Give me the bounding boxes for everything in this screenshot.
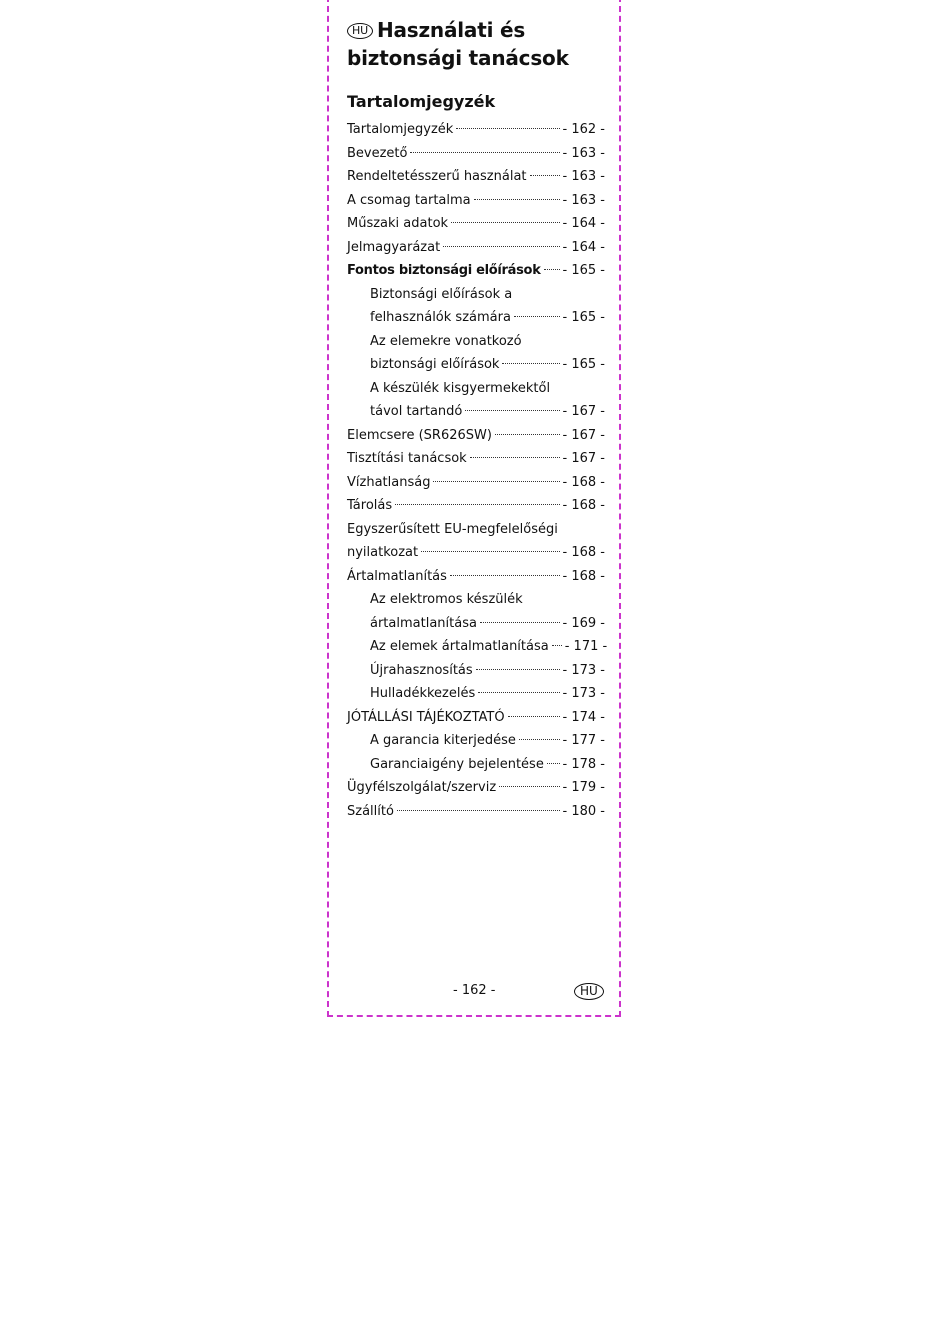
toc-entry-label: A csomag tartalma: [347, 192, 471, 208]
toc-entry-label: Garanciaigény bejelentése: [370, 756, 544, 772]
dot-leader: [476, 669, 560, 670]
toc-entry-label: Bevezető: [347, 145, 408, 161]
dot-leader: [544, 269, 560, 270]
toc-item: [347, 330, 605, 377]
dot-leader: [465, 410, 559, 411]
toc-entry-row: [347, 494, 605, 518]
toc-item: [347, 424, 605, 448]
footer-language-badge: HU: [574, 983, 604, 1000]
toc-item-label-line1: Biztonsági előírások a: [370, 286, 513, 302]
toc-item: [347, 165, 605, 189]
dot-leader: [508, 716, 560, 717]
toc-entry-row: [347, 659, 605, 683]
page-title-text: Használati és biztonsági tanácsok: [347, 18, 569, 70]
toc-entry-page: - 180 -: [562, 803, 605, 819]
dot-leader: [499, 786, 559, 787]
table-of-contents: [347, 118, 608, 823]
toc-entry-row: [347, 776, 605, 800]
toc-entry-row: [347, 635, 608, 659]
toc-item: [347, 447, 605, 471]
toc-entry-page: - 163 -: [562, 145, 605, 161]
toc-entry-page: - 178 -: [562, 756, 605, 772]
toc-entry-row: [347, 189, 605, 213]
toc-entry-row: [347, 565, 605, 589]
page-footer: [329, 983, 623, 1003]
dot-leader: [474, 199, 560, 200]
toc-entry-label: nyilatkozat: [347, 545, 419, 560]
toc-item: [347, 635, 608, 659]
toc-item: [347, 518, 605, 565]
dot-leader: [502, 363, 559, 364]
toc-entry-page: - 168 -: [562, 498, 605, 513]
toc-entry-row: [347, 682, 605, 706]
toc-entry-page: - 165 -: [562, 263, 605, 278]
dot-leader: [433, 481, 559, 482]
toc-entry-label: Ügyfélszolgálat/szerviz: [347, 780, 497, 795]
toc-entry-page: - 164 -: [562, 239, 605, 255]
document-page: [327, 0, 621, 1017]
toc-entry-page: - 171 -: [564, 639, 608, 654]
toc-item: [347, 259, 605, 283]
dot-leader: [397, 810, 560, 811]
toc-heading: Tartalomjegyzék: [347, 92, 496, 111]
toc-entry-page: - 168 -: [562, 568, 605, 584]
toc-entry-row: [347, 212, 605, 236]
toc-entry-row: [347, 400, 605, 424]
toc-item: [347, 565, 605, 589]
toc-entry-page: - 179 -: [562, 780, 605, 795]
toc-entry-page: - 168 -: [562, 545, 605, 560]
dot-leader: [456, 128, 559, 129]
dot-leader: [450, 575, 560, 576]
toc-entry-label: A garancia kiterjedése: [370, 733, 516, 748]
toc-item: [347, 236, 605, 260]
toc-entry-row: [347, 541, 605, 565]
toc-entry-page: - 163 -: [562, 192, 605, 208]
toc-entry-label: Tartalomjegyzék: [347, 122, 454, 137]
toc-entry-label: Az elemek ártalmatlanítása: [370, 639, 549, 654]
dot-leader: [451, 222, 559, 223]
toc-entry-row: [347, 729, 605, 753]
toc-entry-row: [347, 118, 605, 142]
toc-entry-row: [347, 800, 605, 824]
toc-item-label-line1: Egyszerűsített EU-megfelelőségi: [347, 521, 558, 537]
toc-item: [347, 800, 605, 824]
toc-entry-page: - 162 -: [562, 122, 605, 137]
toc-entry-label: távol tartandó: [370, 404, 463, 419]
dot-leader: [443, 246, 559, 247]
toc-entry-label: Szállító: [347, 803, 394, 819]
toc-item: [347, 471, 605, 495]
toc-entry-page: - 165 -: [562, 357, 605, 372]
language-badge: HU: [347, 23, 373, 39]
toc-item: [347, 212, 605, 236]
toc-entry-row: [347, 236, 605, 260]
toc-entry-label: Műszaki adatok: [347, 216, 449, 231]
toc-item: [347, 142, 605, 166]
toc-entry-label: biztonsági előírások: [370, 357, 500, 372]
toc-item: [347, 729, 605, 753]
dot-leader: [410, 152, 559, 153]
toc-entry-label: JÓTÁLLÁSI TÁJÉKOZTATÓ: [347, 709, 505, 725]
toc-entry-page: - 167 -: [562, 451, 605, 466]
toc-entry-label: Rendeltetésszerű használat: [347, 169, 527, 184]
toc-entry-row: [347, 306, 605, 330]
toc-entry-label: Tisztítási tanácsok: [347, 451, 467, 466]
toc-entry-row: [347, 612, 605, 636]
dot-leader: [552, 645, 562, 646]
toc-entry-page: - 168 -: [562, 474, 605, 490]
dot-leader: [480, 622, 560, 623]
toc-item: [347, 283, 605, 330]
toc-item-label-line1: Az elektromos készülék: [370, 592, 523, 607]
dot-leader: [547, 763, 560, 764]
dot-leader: [478, 692, 559, 693]
toc-entry-label: felhasználók számára: [370, 310, 511, 325]
toc-item-label-line1: A készülék kisgyermekektől: [370, 380, 551, 396]
toc-item: [347, 776, 605, 800]
toc-item: [347, 118, 605, 142]
toc-entry-row: [347, 142, 605, 166]
toc-entry-row: [347, 259, 605, 283]
toc-entry-page: - 164 -: [562, 216, 605, 231]
toc-item: [347, 659, 605, 683]
toc-entry-page: - 174 -: [562, 709, 605, 725]
toc-entry-row: [347, 753, 605, 777]
toc-entry-page: - 165 -: [562, 310, 605, 325]
toc-entry-row: [347, 447, 605, 471]
dot-leader: [470, 457, 560, 458]
toc-entry-label: Vízhatlanság: [347, 474, 431, 490]
toc-item: [347, 706, 605, 730]
dot-leader: [514, 316, 560, 317]
dot-leader: [395, 504, 559, 505]
toc-entry-page: - 177 -: [562, 733, 605, 748]
toc-entry-label: Újrahasznosítás: [370, 662, 473, 678]
toc-item: [347, 494, 605, 518]
page-title: [347, 16, 605, 72]
toc-entry-label: Hulladékkezelés: [370, 686, 476, 701]
toc-entry-row: [347, 165, 605, 189]
toc-entry-page: - 167 -: [562, 404, 605, 419]
toc-entry-page: - 163 -: [562, 169, 605, 184]
toc-item-label-line1: Az elemekre vonatkozó: [370, 333, 522, 349]
toc-entry-row: [347, 471, 605, 495]
toc-item: [347, 682, 605, 706]
toc-entry-row: [347, 706, 605, 730]
dot-leader: [519, 739, 560, 740]
toc-entry-row: [347, 353, 605, 377]
toc-entry-label: Elemcsere (SR626SW): [347, 427, 492, 443]
footer-page-number: - 162 -: [453, 983, 496, 998]
toc-entry-label: Tárolás: [347, 498, 393, 513]
toc-item: [347, 588, 605, 635]
toc-item: [347, 377, 605, 424]
toc-entry-page: - 173 -: [562, 686, 605, 701]
toc-entry-label: Jelmagyarázat: [347, 239, 441, 255]
toc-entry-page: - 167 -: [562, 427, 605, 443]
toc-entry-row: [347, 424, 605, 448]
toc-item: [347, 753, 605, 777]
toc-entry-label: Fontos biztonsági előírások: [347, 263, 541, 278]
toc-entry-page: - 173 -: [562, 662, 605, 678]
dot-leader: [495, 434, 560, 435]
dot-leader: [530, 175, 560, 176]
dot-leader: [421, 551, 559, 552]
toc-item: [347, 189, 605, 213]
page-content: [347, 16, 608, 823]
toc-entry-label: Ártalmatlanítás: [347, 568, 447, 584]
toc-entry-label: ártalmatlanítása: [370, 615, 477, 631]
toc-entry-page: - 169 -: [562, 615, 605, 631]
